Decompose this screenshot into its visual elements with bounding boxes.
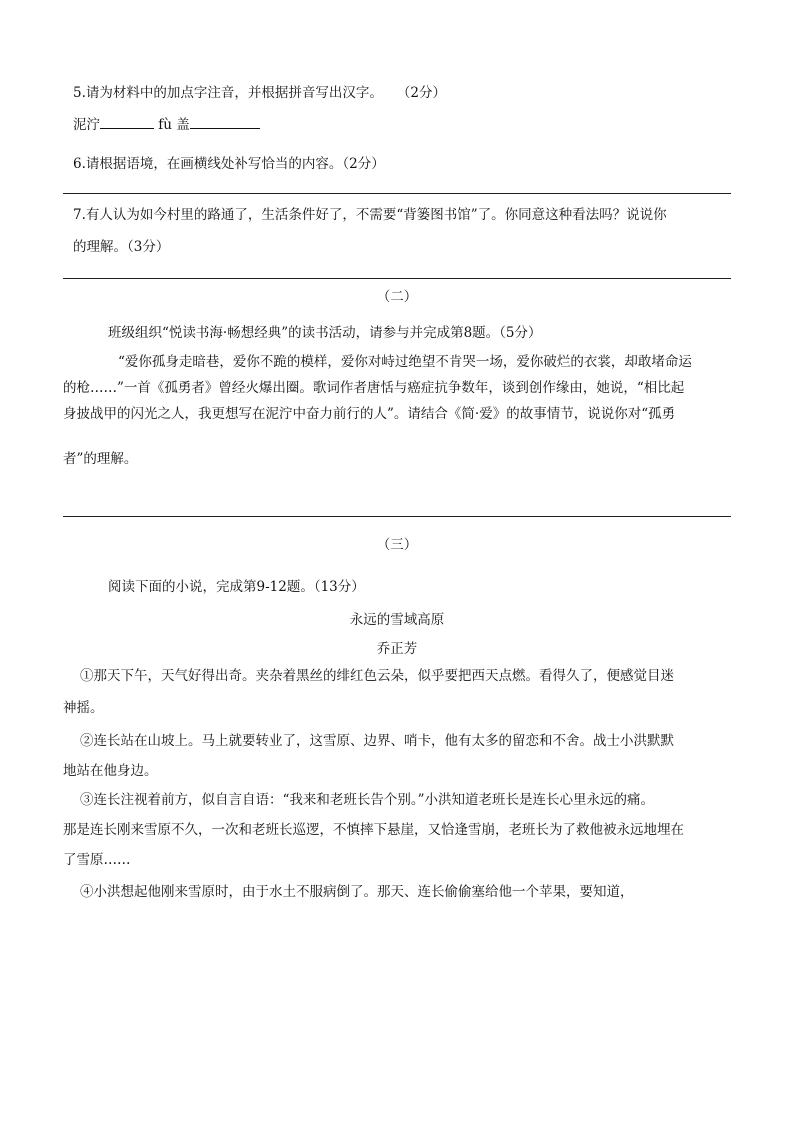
q5-item2-blank[interactable] xyxy=(190,116,260,129)
paragraph-1-line: ①那天下午，天气好得出奇。夹杂着黑丝的绯红色云朵，似乎要把西天点燃。看得久了，便感觉目迷 xyxy=(80,668,674,684)
q5-item2-label: fù 盖 xyxy=(158,117,190,133)
section-2-line: “爱你孤身走暗巷，爱你不跪的模样，爱你对峙过绝望不肯哭一场，爱你破烂的衣裳，却敢堵命运 xyxy=(118,354,692,370)
answer-line[interactable] xyxy=(63,516,731,517)
section-2-line: 的枪……”一首《孤勇者》曾经火爆出圈。歌词作者唐恬与癌症抗争数年，谈到创作缘由，她说，“相比起 xyxy=(63,380,685,396)
paragraph-2-line: 地站在他身边。 xyxy=(63,763,158,779)
question-5-text: 5.请为材料中的加点字注音，并根据拼音写出汉字。 xyxy=(73,85,383,101)
question-5-score: （2分） xyxy=(396,85,446,101)
paragraph-3-line: 那是连长刚来雪原不久，一次和老班长巡逻，不慎摔下悬崖，又恰逢雪崩，老班长为了救他被永远地埋在 xyxy=(63,822,684,838)
section-2-heading: （二） xyxy=(376,289,418,305)
section-3-heading: （三） xyxy=(376,537,418,553)
section-2-line: 身披战甲的闪光之人，我更想写在泥泞中奋力前行的人”。请结合《简·爱》的故事情节，说说你对“孤勇 xyxy=(63,406,676,422)
story-author: 乔正芳 xyxy=(376,641,418,657)
question-7-line2: 的理解。（3分） xyxy=(73,239,170,255)
paragraph-3-line: 了雪原…… xyxy=(63,852,131,868)
story-title: 永远的雪域高原 xyxy=(349,612,445,628)
answer-line[interactable] xyxy=(63,278,731,279)
question-5-answers xyxy=(73,116,260,135)
paragraph-1-line: 神摇。 xyxy=(63,700,104,716)
section-2-intro: 班级组织“悦读书海·畅想经典”的读书活动，请参与并完成第8题。（5分） xyxy=(108,325,542,341)
answer-line[interactable] xyxy=(63,193,731,194)
q5-item1-blank[interactable] xyxy=(100,116,154,129)
paragraph-3-line: ③连长注视着前方，似自言自语：“我来和老班长告个别。”小洪知道老班长是连长心里永远的痛。 xyxy=(80,792,655,808)
paragraph-2-line: ②连长站在山坡上。马上就要转业了，这雪原、边界、哨卡，他有太多的留恋和不舍。战士小洪默默 xyxy=(80,733,674,749)
question-7-line1: 7.有人认为如今村里的路通了，生活条件好了，不需要“背篓图书馆”了。你同意这种看法吗？说说你 xyxy=(73,207,667,223)
section-2-line: 者”的理解。 xyxy=(63,451,138,467)
paragraph-4-line: ④小洪想起他刚来雪原时，由于水土不服病倒了。那天、连长偷偷塞给他一个苹果，要知道， xyxy=(80,884,634,900)
section-3-intro: 阅读下面的小说，完成第9-12题。（13分） xyxy=(108,579,365,595)
q5-item1-label: 泥泞 xyxy=(73,117,100,133)
question-6: 6.请根据语境，在画横线处补写恰当的内容。（2分） xyxy=(73,156,385,172)
question-5 xyxy=(73,85,446,103)
